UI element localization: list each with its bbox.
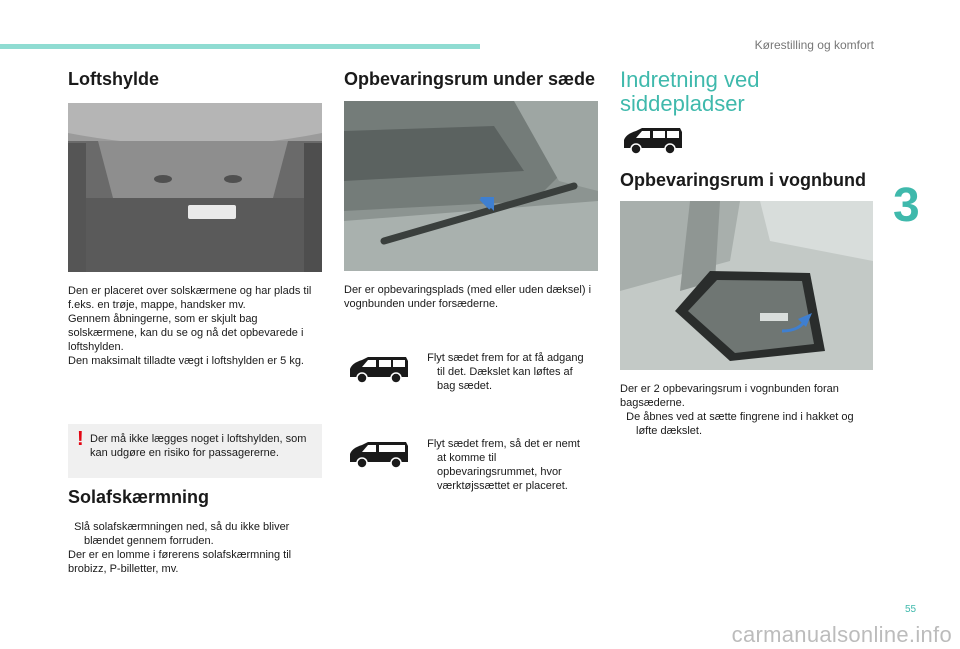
under-saede-title: Opbevaringsrum under sæde (344, 69, 596, 89)
vognbund-para: Der er 2 opbevaringsrum i vognbunden foran bagsæderne. (620, 383, 839, 409)
solafskaermning-bullet-text: Slå solafskærmningen ned, så du ikke bliver blændet gennem forruden. (74, 521, 290, 547)
under-saede-bullet-2-line (421, 437, 591, 493)
loftshylde-para-1: Den er placeret over solskærmene og har plads til f.eks. en trøje, mappe, handsker mv. (68, 285, 312, 311)
warning-icon: ! (77, 428, 84, 450)
under-saede-bullet-2-text: Flyt sædet frem, så det er nemt at komme til opbevaringsrummet, hvor værktøjssættet er placeret. (427, 438, 580, 492)
loftshylde-para-2: Gennem åbningerne, som er skjult bag solskærmene, kan du se og nå det opbevarede i loftshylden. (68, 313, 304, 353)
vognbund-photo (620, 201, 873, 370)
under-saede-bullet-1-text: Flyt sædet frem for at få adgang til det. Dækslet kan løftes af bag sædet. (427, 352, 584, 392)
header-accent-bar (0, 44, 480, 49)
warning-text: Der må ikke lægges noget i loftshylden, som kan udgøre en risiko for passagererne. (90, 433, 307, 459)
vognbund-title: Opbevaringsrum i vognbund (620, 170, 867, 190)
indretning-heading: Indretning ved siddepladser (620, 67, 760, 116)
under-saede-bullet-2 (421, 437, 591, 493)
van-side-icon-long (346, 440, 410, 470)
vognbund-bullet-text: De åbnes ved at sætte fingrene ind i hakket og løfte dækslet. (626, 411, 854, 437)
under-saede-text: Der er opbevaringsplads (med eller uden dæksel) i vognbunden under forsæderne. (344, 284, 592, 310)
loftshylde-title: Loftshylde (68, 69, 160, 89)
under-saede-photo (344, 101, 598, 271)
chapter-number: 3 (893, 179, 920, 232)
loftshylde-text (68, 284, 324, 368)
page-number: 55 (905, 604, 917, 615)
watermark: carmanualsonline.info (731, 622, 952, 647)
loftshylde-photo (68, 103, 322, 272)
under-saede-bullet-1 (421, 351, 591, 393)
solafskaermning-para: Der er en lomme i førerens solafskærmning til brobizz, P-billetter, mv. (68, 549, 292, 575)
vognbund-text (620, 382, 874, 438)
solafskaermning-bullet (68, 520, 324, 548)
section-title: Kørestilling og komfort (754, 38, 874, 52)
van-side-icon (346, 355, 410, 385)
vognbund-bullet (620, 410, 874, 438)
van-side-icon-col3 (620, 126, 684, 156)
solafskaermning-title: Solafskærmning (68, 487, 210, 507)
solafskaermning-text (68, 520, 324, 576)
under-saede-bullet-1-line (421, 351, 591, 393)
warning-box (68, 424, 322, 478)
loftshylde-para-3: Den maksimalt tilladte vægt i loftshylden er 5 kg. (68, 355, 304, 367)
